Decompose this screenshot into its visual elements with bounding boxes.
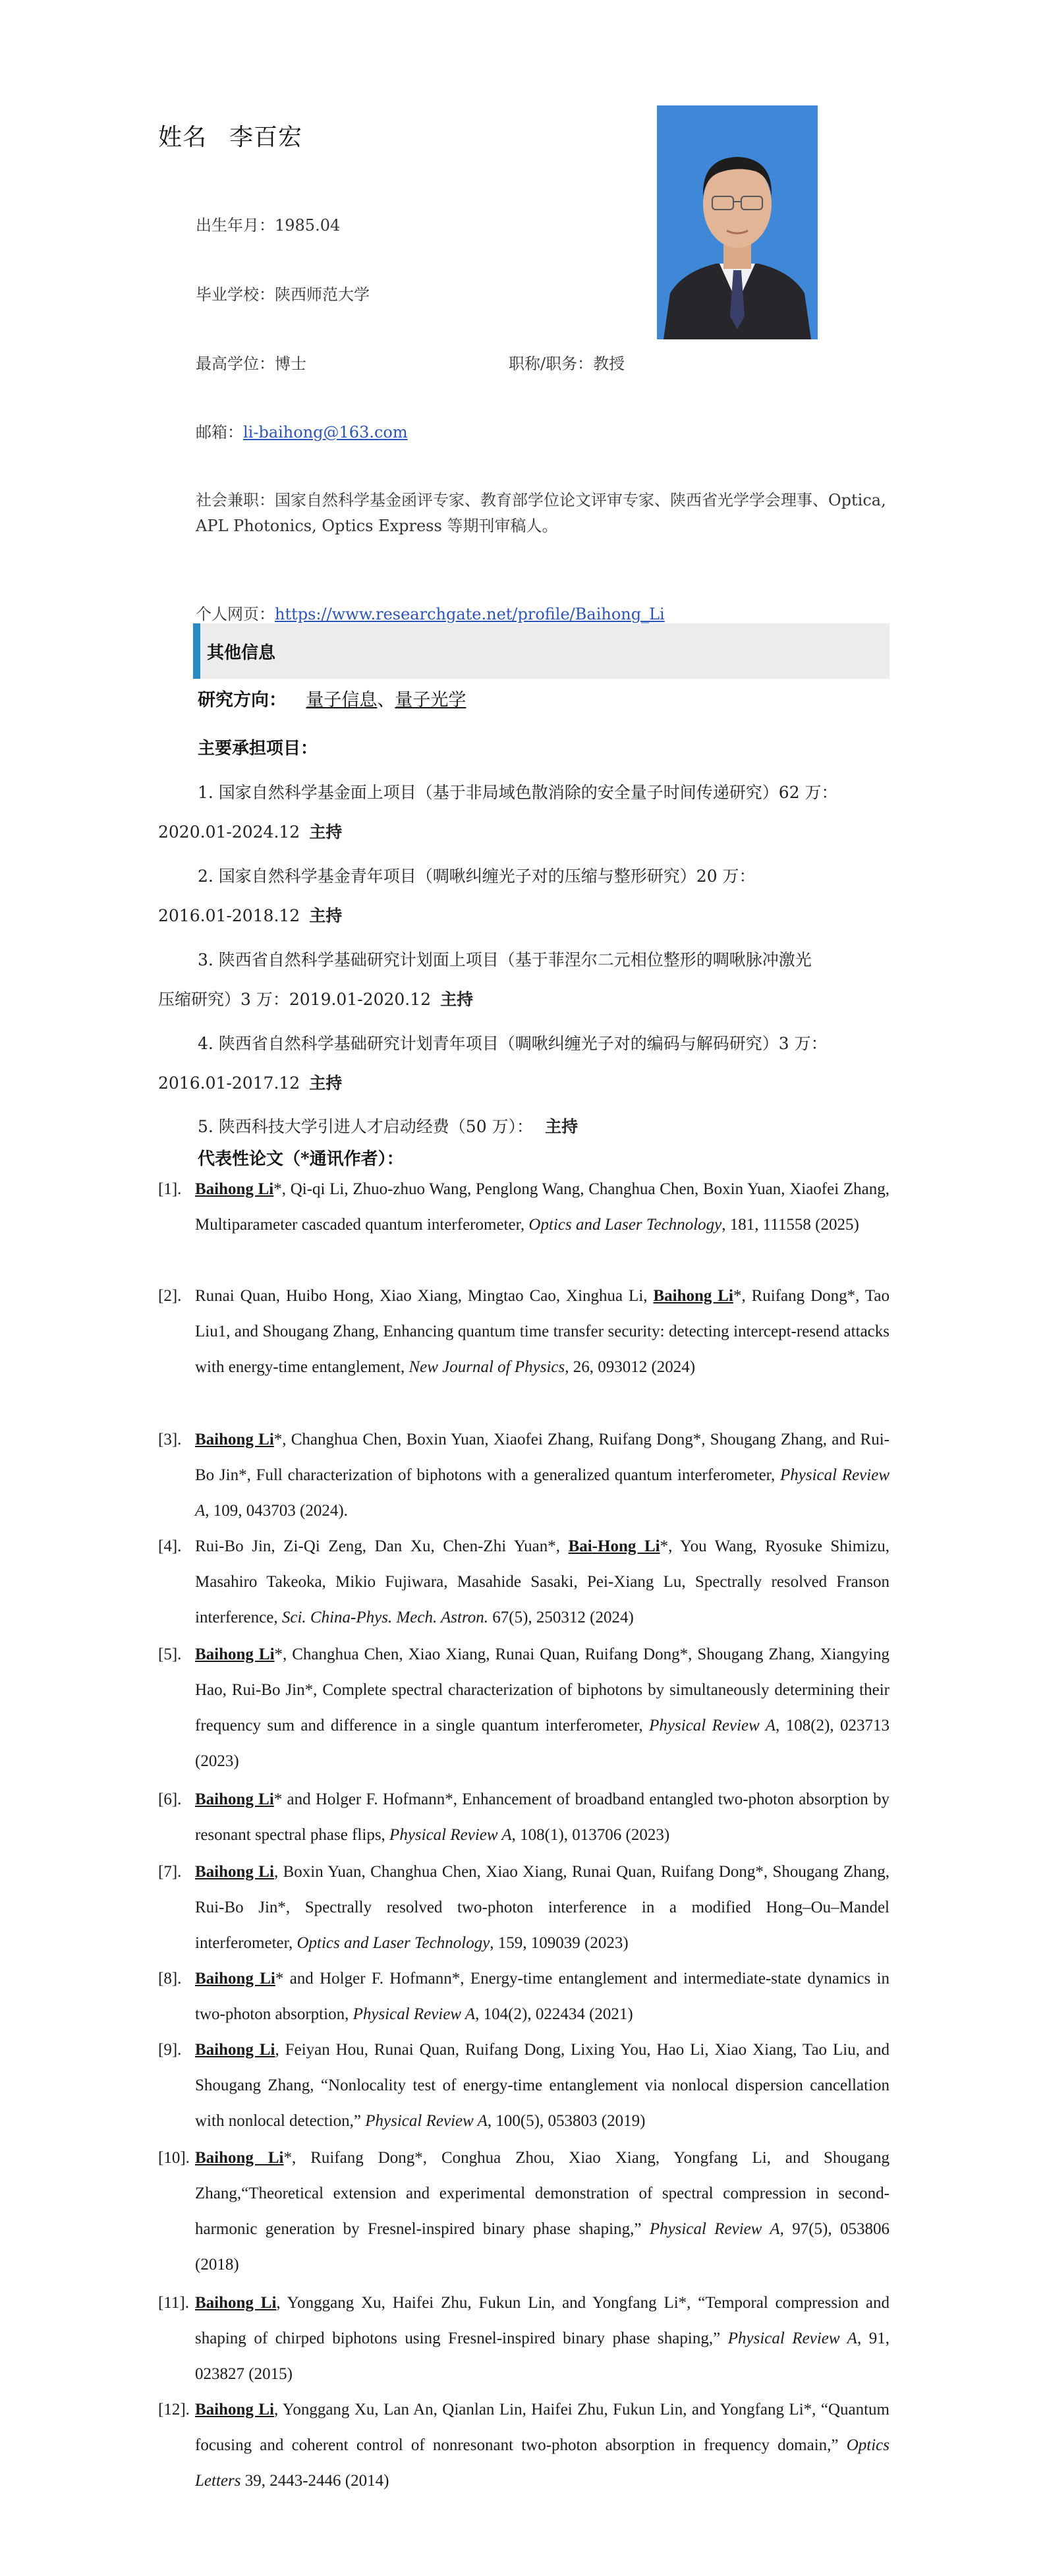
portrait-illustration: [657, 105, 818, 339]
paper-author-highlight: Baihong Li: [195, 1431, 274, 1448]
paper-number: [5].: [158, 1646, 182, 1663]
paper-item: [158, 2140, 890, 2283]
paper-volume: , 159, 109039 (2023): [490, 1934, 629, 1952]
paper-author-highlight: Bai-Hong Li: [568, 1537, 660, 1555]
email-label: 邮箱：: [196, 423, 243, 442]
name-label: 姓名: [158, 124, 208, 151]
paper-journal: Physical Review A,: [649, 2220, 784, 2238]
paper-journal: Physical Review A: [353, 2005, 476, 2023]
paper-volume: , 100(5), 053803 (2019): [487, 2112, 646, 2130]
paper-journal: Physical Review A: [389, 1826, 512, 1844]
paper-volume: , 91, 023827 (2015): [195, 2330, 890, 2383]
paper-volume: 67(5), 250312 (2024): [488, 1609, 634, 1626]
research-separator: 、: [377, 690, 395, 710]
paper-text: , Yonggang Xu, Haifei Zhu, Fukun Lin, and Yongfang Li*, “Temporal compression and shaping of chirped biphotons using Fresnel-inspired binary phase shaping,”: [195, 2294, 890, 2347]
project-1-role: 主持: [309, 822, 343, 842]
paper-text: *, Qi-qi Li, Zhuo-zhuo Wang, Penglong Wang, Changhua Chen, Boxin Yuan, Xiaofei Zhang, Multiparameter cascaded quantum interferometer,: [195, 1180, 890, 1234]
paper-author-highlight: Baihong Li: [195, 2149, 284, 2167]
paper-item: [158, 1422, 890, 1529]
paper-item: [158, 1961, 890, 2032]
paper-text: *, Ruifang Dong*, Tao Liu1, and Shougang Zhang, Enhancing quantum time transfer security: detecting intercept-resend attacks with energy-time entanglement,: [195, 1287, 890, 1376]
paper-volume: 97(5), 053806 (2018): [195, 2220, 890, 2274]
paper-author-highlight: Baihong Li: [195, 2401, 274, 2419]
paper-volume: , 108(1), 013706 (2023): [511, 1826, 670, 1844]
project-5: [198, 1114, 578, 1137]
paper-author-highlight: Baihong Li: [195, 2041, 275, 2059]
paper-number: [9].: [158, 2041, 182, 2059]
paper-volume: 109, 043703 (2024).: [209, 1502, 348, 1520]
name-row: [158, 119, 302, 152]
paper-text: *, Ruifang Dong*, Conghua Zhou, Xiao Xiang, Yongfang Li, and Shougang Zhang,“Theoretical extension and experimental demonstration of spectral compression in second-harmonic generation by Fresnel-inspired binary phase shaping,”: [195, 2149, 890, 2238]
paper-text-pre: Rui-Bo Jin, Zi-Qi Zeng, Dan Xu, Chen-Zhi Yuan*,: [195, 1537, 569, 1555]
paper-volume: , 181, 111558 (2025): [721, 1216, 859, 1234]
project-3-role: 主持: [440, 990, 474, 1009]
paper-text: , Feiyan Hou, Runai Quan, Ruifang Dong, Lixing You, Hao Li, Xiao Xiang, Tao Liu, and Shougang Zhang, “Nonlocality test of energy-time entanglement via nonlocal dispersion cancellation with nonlocal detection,”: [195, 2041, 890, 2130]
project-1-period: 2020.01-2024.12: [158, 822, 300, 842]
research-direction: [198, 685, 466, 711]
birth-info: 出生年月：1985.04: [196, 216, 341, 235]
paper-item: [158, 2392, 890, 2499]
paper-text: , Boxin Yuan, Changhua Chen, Xiao Xiang, Runai Quan, Ruifang Dong*, Shougang Zhang, Rui-Bo Jin*, Spectrally resolved two-photon interference in a modified Hong–Ou–Mandel interferometer,: [195, 1863, 890, 1952]
paper-item: [158, 1172, 890, 1243]
projects-heading: 主要承担项目：: [198, 739, 318, 758]
paper-number: [8].: [158, 1970, 182, 1988]
bio-text: 社会兼职：国家自然科学基金函评专家、教育部学位论文评审专家、陕西省光学学会理事、Optica, APL Photonics, Optics Express 等期刊审稿人。: [196, 491, 886, 535]
project-4-role: 主持: [309, 1073, 343, 1093]
paper-volume: 39, 2443-2446 (2014): [240, 2472, 389, 2490]
paper-item: [158, 1854, 890, 1961]
paper-number: [11].: [158, 2294, 189, 2312]
homepage-label: 个人网页：: [196, 605, 275, 623]
paper-author-highlight: Baihong Li: [653, 1287, 733, 1305]
name-value: 李百宏: [229, 124, 303, 151]
paper-item: [158, 1529, 890, 1636]
paper-item: [158, 1278, 890, 1385]
paper-item: [158, 1782, 890, 1853]
project-3-line2: [158, 987, 473, 1010]
project-5-line1: 5. 陕西科技大学引进人才启动经费（50 万）：: [198, 1117, 534, 1136]
paper-number: [3].: [158, 1431, 182, 1448]
paper-item: [158, 1637, 890, 1779]
email-link[interactable]: li-baihong@163.com: [243, 423, 408, 442]
paper-author-highlight: Baihong Li: [195, 2294, 277, 2312]
project-1-line2: [158, 819, 342, 843]
project-1-line1: 1. 国家自然科学基金面上项目（基于非局域色散消除的安全量子时间传递研究）62 万：: [198, 783, 838, 802]
paper-journal: Optics and Laser Technology: [297, 1934, 490, 1952]
paper-author-highlight: Baihong Li: [195, 1863, 274, 1881]
paper-journal: Physical Review A: [365, 2112, 488, 2130]
homepage-link[interactable]: https://www.researchgate.net/profile/Baihong_Li: [275, 605, 665, 623]
paper-text: *, Changhua Chen, Boxin Yuan, Xiaofei Zhang, Ruifang Dong*, Shougang Zhang, and Rui-Bo Jin*, Full characterization of biphotons with a generalized quantum interferometer,: [195, 1431, 890, 1484]
paper-text: * and Holger F. Hofmann*, Enhancement of broadband entangled two-photon absorption by resonant spectral phase flips,: [195, 1790, 890, 1844]
profile-photo: [657, 105, 818, 339]
project-5-role: 主持: [545, 1117, 579, 1136]
paper-journal: Optics and Laser Technology: [528, 1216, 722, 1234]
project-2-role: 主持: [309, 906, 343, 925]
project-3-line1: 3. 陕西省自然科学基础研究计划面上项目（基于菲涅尔二元相位整形的啁啾脉冲激光: [198, 950, 812, 969]
project-4-period: 2016.01-2017.12: [158, 1073, 300, 1093]
section-accent-bar: [193, 623, 200, 679]
papers-heading: 代表性论文（*通讯作者）：: [198, 1149, 404, 1169]
paper-text: *, You Wang, Ryosuke Shimizu, Masahiro Takeoka, Mikio Fujiwara, Masahide Sasaki, Pei-Xiang Lu, Spectrally resolved Franson interference,: [195, 1537, 890, 1626]
email-info: [196, 419, 408, 442]
paper-journal: Optics Letters: [195, 2436, 890, 2490]
paper-text-pre: Runai Quan, Huibo Hong, Xiao Xiang, Mingtao Cao, Xinghua Li,: [195, 1287, 654, 1305]
paper-number: [7].: [158, 1863, 182, 1881]
paper-author-highlight: Baihong Li: [195, 1180, 274, 1198]
paper-author-highlight: Baihong Li: [195, 1646, 275, 1663]
research-topic-1: 量子信息: [306, 690, 378, 710]
school-info: 毕业学校：陕西师范大学: [196, 285, 370, 304]
paper-number: [4].: [158, 1537, 182, 1555]
homepage-info: [196, 601, 665, 624]
paper-item: [158, 2285, 890, 2392]
paper-number: [10].: [158, 2149, 190, 2167]
research-topic-2: 量子光学: [395, 690, 466, 710]
paper-journal: Sci. China-Phys. Mech. Astron.: [281, 1609, 489, 1626]
paper-journal: Physical Review A: [727, 2330, 857, 2347]
paper-item: [158, 2032, 890, 2139]
project-4-line2: [158, 1070, 342, 1094]
research-label: 研究方向：: [198, 690, 287, 710]
paper-number: [6].: [158, 1790, 182, 1808]
paper-text: *, Changhua Chen, Xiao Xiang, Runai Quan, Ruifang Dong*, Shougang Zhang, Xiangying Hao, Rui-Bo Jin*, Complete spectral characterization of biphotons by simultaneously determining their frequency sum and difference in a single quantum interferometer,: [195, 1646, 890, 1734]
project-4-line1: 4. 陕西省自然科学基础研究计划青年项目（啁啾纠缠光子对的编码与解码研究）3 万：: [198, 1034, 828, 1053]
paper-number: [2].: [158, 1287, 182, 1305]
project-3-period: 压缩研究）3 万：2019.01-2020.12: [158, 990, 432, 1009]
paper-journal: Physical Review A: [649, 1717, 776, 1734]
paper-volume: , 26, 093012 (2024): [565, 1358, 696, 1376]
job-title-info: 职称/职务：教授: [509, 355, 625, 373]
project-2-line1: 2. 国家自然科学基金青年项目（啁啾纠缠光子对的压缩与整形研究）20 万：: [198, 867, 756, 886]
paper-journal: New Journal of Physics: [409, 1358, 565, 1376]
paper-volume: , 104(2), 022434 (2021): [475, 2005, 633, 2023]
paper-number: [12].: [158, 2401, 190, 2419]
project-2-period: 2016.01-2018.12: [158, 906, 300, 925]
paper-author-highlight: Baihong Li: [195, 1970, 275, 1988]
paper-author-highlight: Baihong Li: [195, 1790, 274, 1808]
paper-text: * and Holger F. Hofmann*, Energy-time entanglement and intermediate-state dynamics in two-photon absorption,: [195, 1970, 890, 2023]
degree-info: 最高学位：博士: [196, 355, 306, 373]
section-title: 其他信息: [207, 643, 276, 663]
section-header: [193, 623, 890, 679]
paper-journal: Physical Review A,: [195, 1466, 890, 1520]
paper-text: , Yonggang Xu, Lan An, Qianlan Lin, Haifei Zhu, Fukun Lin, and Yongfang Li*, “Quantum focusing and coherent control of nonresonant two-photon absorption in frequency domain,”: [195, 2401, 890, 2454]
paper-number: [1].: [158, 1180, 182, 1198]
paper-volume: , 108(2), 023713 (2023): [195, 1717, 890, 1770]
project-2-line2: [158, 903, 342, 927]
